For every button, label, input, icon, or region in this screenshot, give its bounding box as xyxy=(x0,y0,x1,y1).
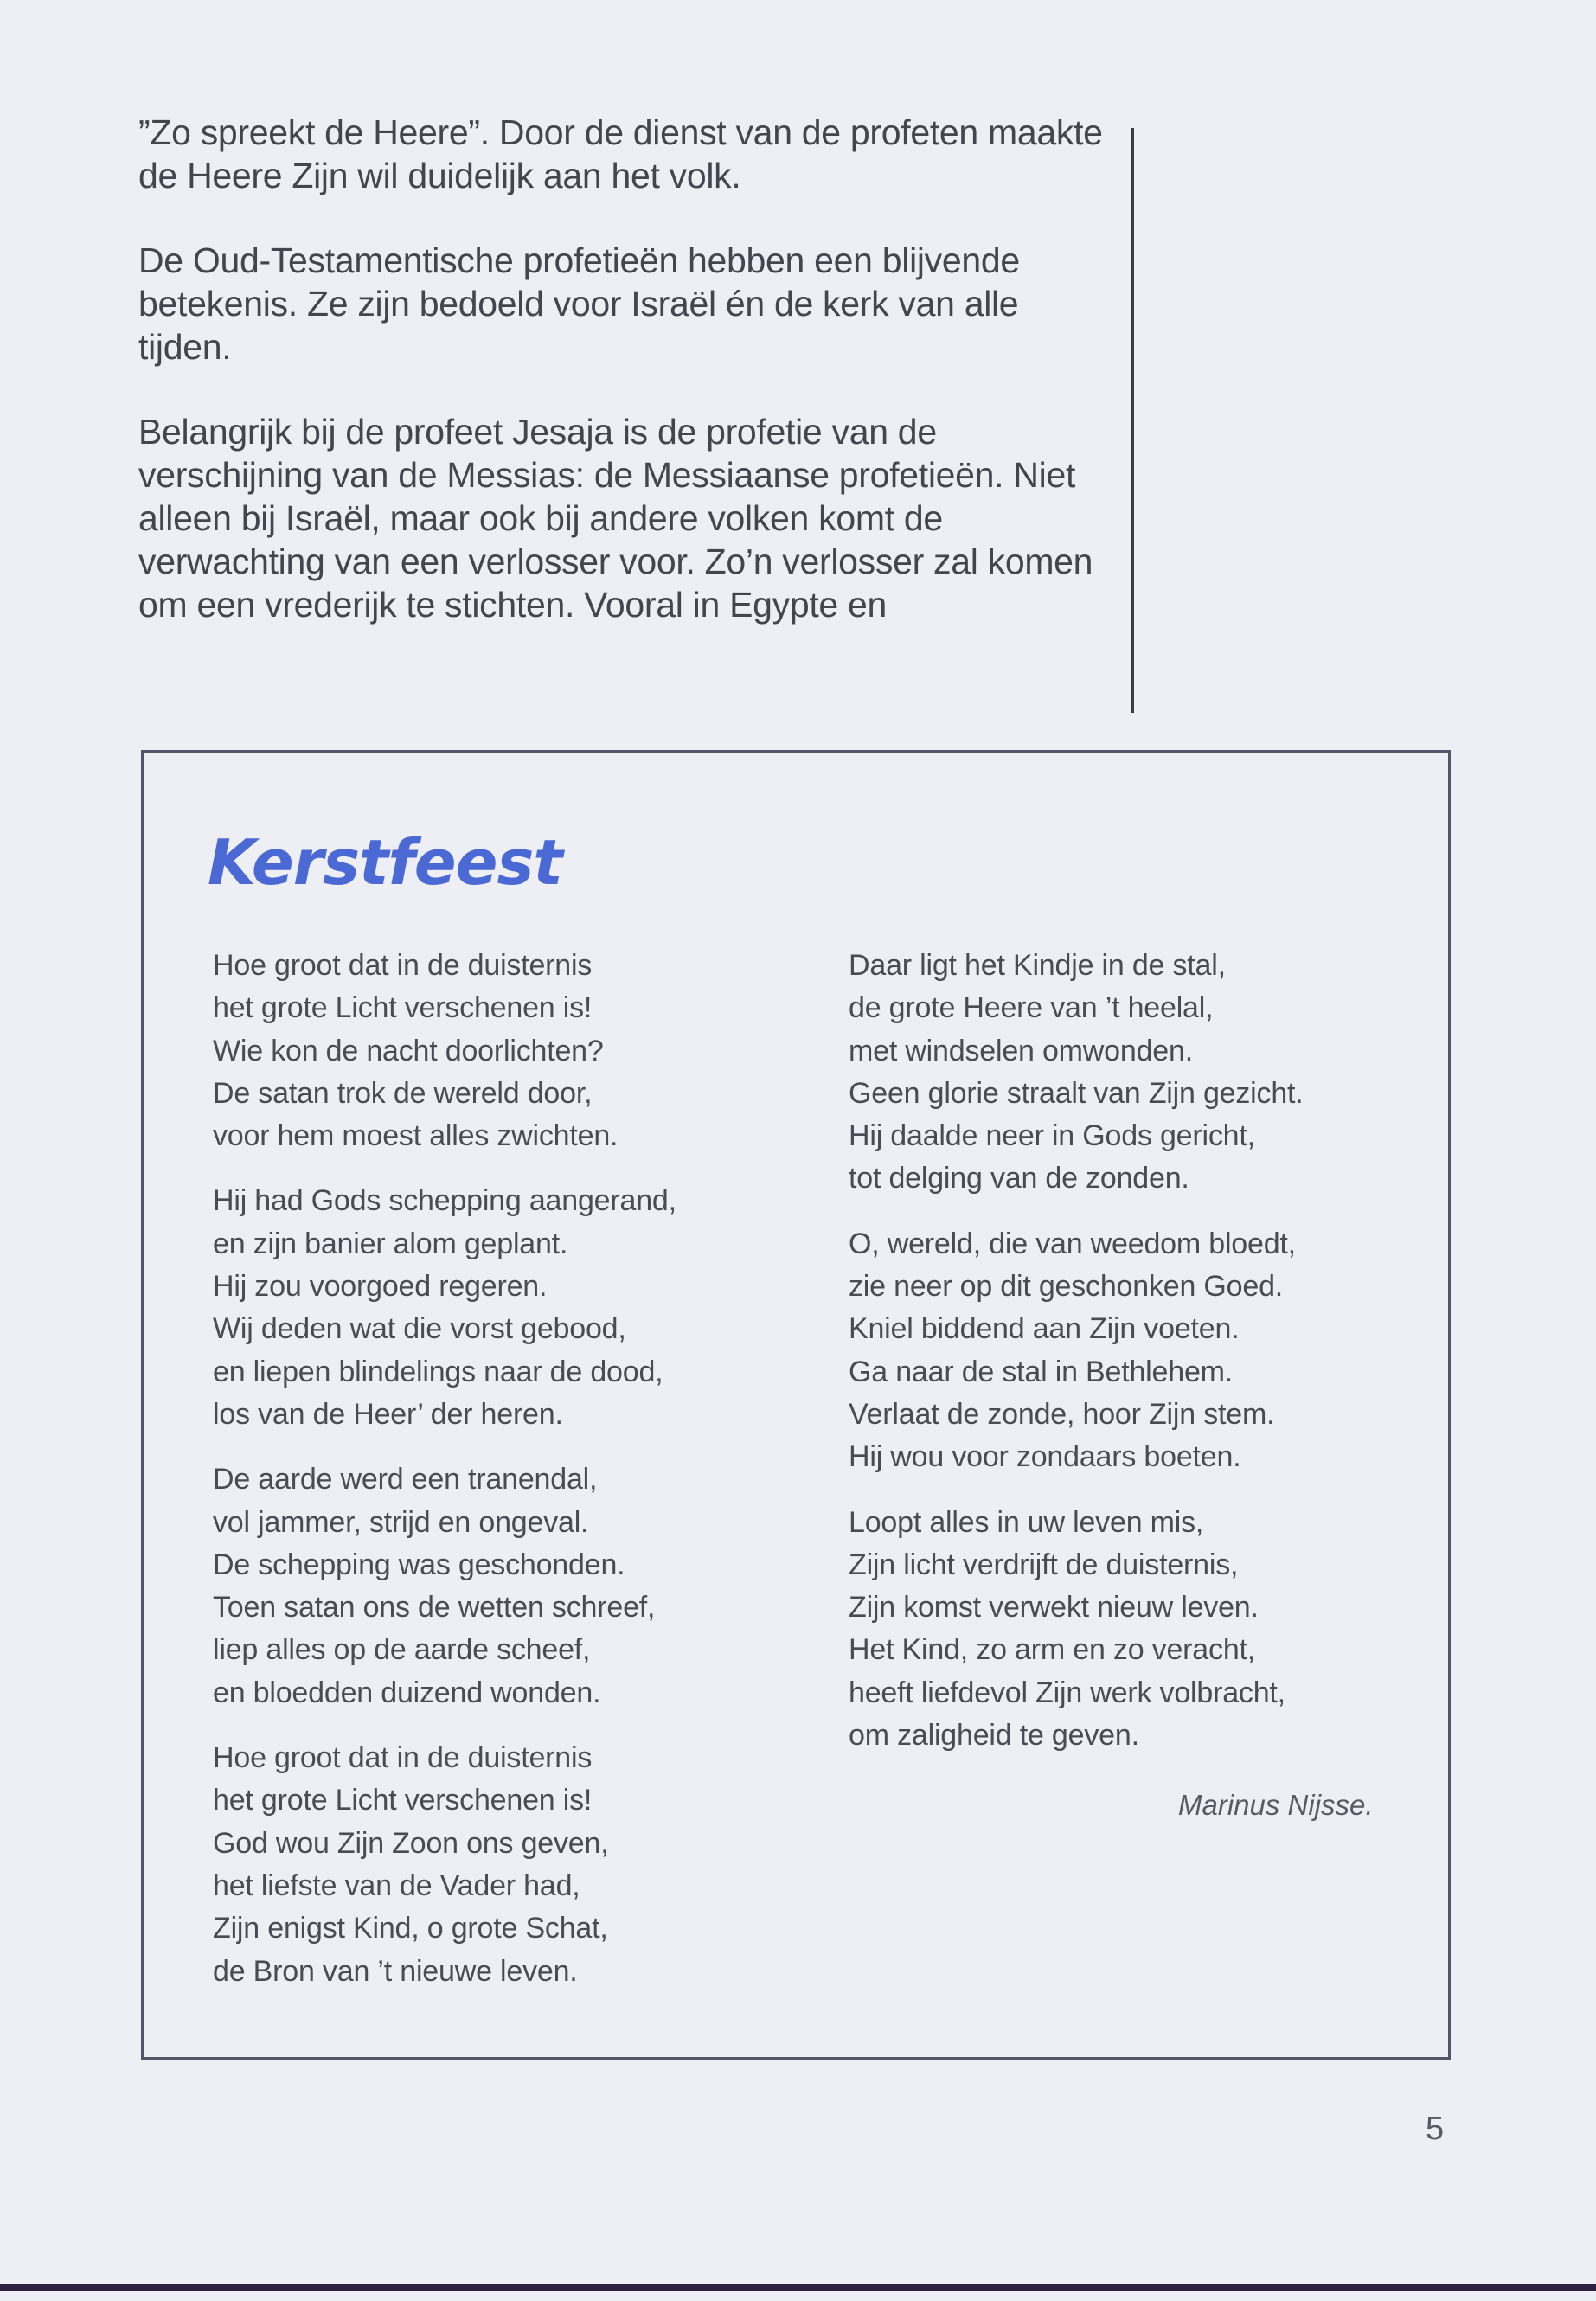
poem-line: Zijn enigst Kind, o grote Schat, xyxy=(213,1912,608,1945)
poem-stanza xyxy=(849,945,1402,1201)
poem-stanza xyxy=(849,1223,1402,1479)
poem-line: Hij daalde neer in Gods gericht, xyxy=(849,1119,1255,1153)
poem-line: Ga naar de stal in Bethlehem. xyxy=(849,1355,1234,1388)
poem-line: en liepen blindelings naar de dood, xyxy=(213,1355,663,1388)
poem-line: Hij had Gods schepping aangerand, xyxy=(213,1184,676,1218)
poem-line: Verlaat de zonde, hoor Zijn stem. xyxy=(849,1397,1275,1431)
poem-line: vol jammer, strijd en ongeval. xyxy=(213,1505,589,1539)
poem-line: zie neer op dit geschonken Goed. xyxy=(849,1270,1284,1304)
poem-line: en zijn banier alom geplant. xyxy=(213,1227,568,1260)
poem-signature: Marinus Nijsse. xyxy=(1178,1789,1374,1821)
poem-line: om zaligheid te geven. xyxy=(849,1719,1139,1753)
poem-line: het liefste van de Vader had, xyxy=(213,1868,580,1902)
poem-line: Daar ligt het Kindje in de stal, xyxy=(849,949,1226,982)
poem-stanza xyxy=(849,1502,1402,1758)
intro-paragraph-1: ”Zo spreekt de Heere”. Door de dienst van de profeten maakte de Heere Zijn wil duidelijk aan het volk. xyxy=(138,112,1103,195)
page-number: 5 xyxy=(1426,2111,1445,2147)
poem-line: tot delging van de zonden. xyxy=(849,1162,1189,1195)
poem-line: Zijn licht verdrijft de duisternis, xyxy=(849,1548,1239,1581)
intro-text xyxy=(138,111,1107,668)
poem-stanza xyxy=(213,1180,801,1436)
poem-line: en bloedden duizend wonden. xyxy=(213,1676,601,1709)
poem-column-left xyxy=(213,945,801,2016)
poem-line: voor hem moest alles zwichten. xyxy=(213,1119,619,1153)
poem-line: Hoe groot dat in de duisternis xyxy=(213,1741,593,1775)
poem-line: Zijn komst verwekt nieuw leven. xyxy=(849,1591,1259,1625)
bottom-edge-bar xyxy=(0,2284,1596,2291)
poem-line: De schepping was geschonden. xyxy=(213,1548,625,1581)
poem-line: Hij zou voorgoed regeren. xyxy=(213,1270,548,1304)
poem-line: Toen satan ons de wetten schreef, xyxy=(213,1591,656,1625)
poem-line: met windselen omwonden. xyxy=(849,1034,1193,1067)
poem-line: los van de Heer’ der heren. xyxy=(213,1397,563,1431)
poem-stanza xyxy=(213,945,801,1157)
poem-line: het grote Licht verschenen is! xyxy=(213,1784,593,1817)
poem-line: het grote Licht verschenen is! xyxy=(213,991,593,1025)
poem-line: De aarde werd een tranendal, xyxy=(213,1463,598,1497)
poem-title: Kerstfeest xyxy=(208,826,562,899)
poem-line: Hoe groot dat in de duisternis xyxy=(213,949,593,982)
poem-line: Geen glorie straalt van Zijn gezicht. xyxy=(849,1076,1304,1110)
poem-line: heeft liefdevol Zijn werk volbracht, xyxy=(849,1676,1285,1709)
poem-line: O, wereld, die van weedom bloedt, xyxy=(849,1227,1296,1260)
poem-stanza xyxy=(213,1737,801,1993)
poem-stanza xyxy=(213,1458,801,1715)
poem-line: Loopt alles in uw leven mis, xyxy=(849,1505,1204,1539)
poem-line: De satan trok de wereld door, xyxy=(213,1076,593,1110)
poem-line: de Bron van ’t nieuwe leven. xyxy=(213,1954,578,1988)
intro-paragraph-3: Belangrijk bij de profeet Jesaja is de profetie van de verschijning van de Messias: de Messiaanse profetieën. Niet alleen bij Israël, maar ook bij andere volken komt de verwachting van een verlosser voor. Zo’n verlosser zal komen om een vrederijk te stichten. Vooral in Egypte en xyxy=(138,412,1093,625)
poem-line: Wie kon de nacht doorlichten? xyxy=(213,1034,604,1067)
poem-line: de grote Heere van ’t heelal, xyxy=(849,991,1214,1025)
intro-paragraph-2: De Oud-Testamentische profetieën hebben een blijvende betekenis. Ze zijn bedoeld voor Israël én de kerk van alle tijden. xyxy=(138,240,1020,367)
poem-line: Kniel biddend aan Zijn voeten. xyxy=(849,1312,1240,1346)
poem-line: Het Kind, zo arm en zo veracht, xyxy=(849,1633,1256,1667)
poem-line: Wij deden wat die vorst gebood, xyxy=(213,1312,626,1346)
poem-line: God wou Zijn Zoon ons geven, xyxy=(213,1826,609,1860)
poem-line: Hij wou voor zondaars boeten. xyxy=(849,1440,1241,1474)
poem-column-right xyxy=(849,945,1402,1779)
poem-line: liep alles op de aarde scheef, xyxy=(213,1633,591,1667)
column-divider xyxy=(1131,128,1134,713)
